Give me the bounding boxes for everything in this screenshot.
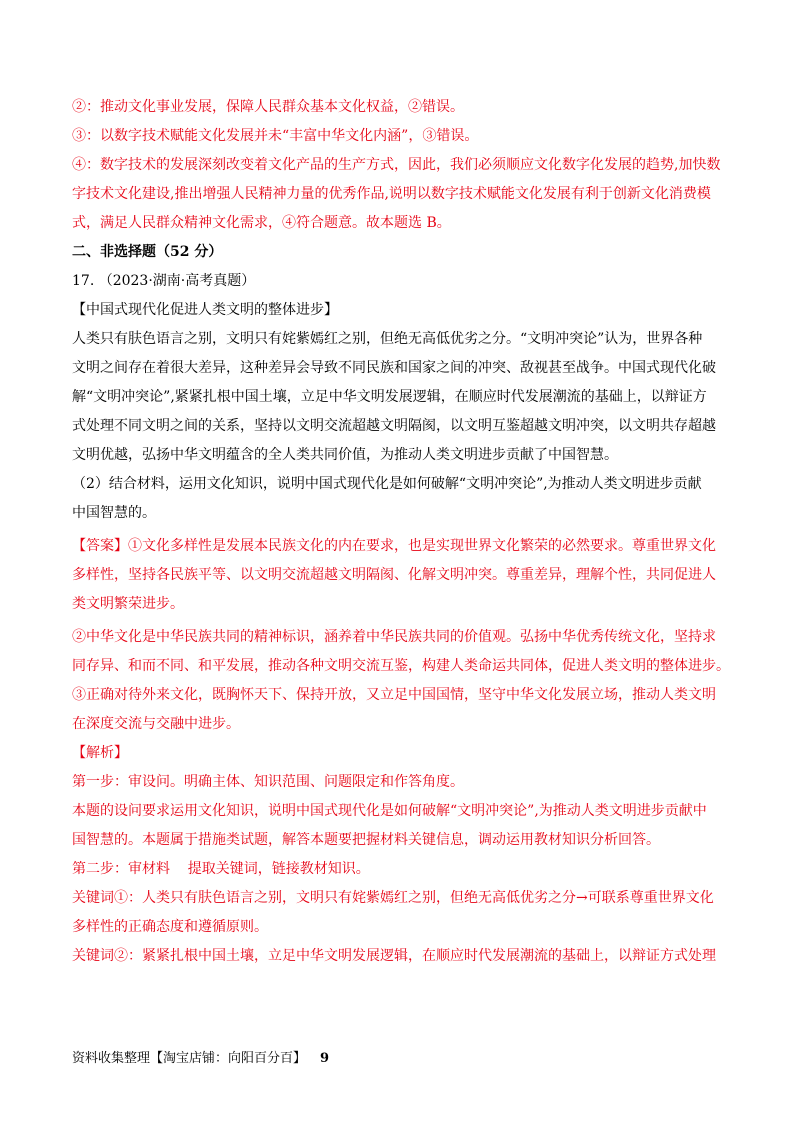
keyword-1-line-2: 多样性的正确态度和遵循原则。 xyxy=(72,919,268,935)
section-heading: 二、非选择题（52 分） xyxy=(72,244,223,260)
keyword-1-line-1: 关键词①：人类只有肤色语言之别，文明只有姹紫嫣红之别，但绝无高低优劣之分→可联系尊重世界文化 xyxy=(72,890,714,906)
analysis-step-2: 第二步：审材料 提取关键词，链接教材知识。 xyxy=(72,861,370,877)
answer-line-5: 同存异、和而不同、和平发展，推动各种文明交流互鉴，构建人类命运共同体，促进人类文明的整体进步。 xyxy=(72,658,730,674)
material-title: 【中国式现代化促进人类文明的整体进步】 xyxy=(72,302,338,318)
material-line-2: 文明之间存在着很大差异，这种差异会导致不同民族和国家之间的冲突、敌视甚至战争。中国式现代化破 xyxy=(72,360,716,376)
analysis-line-3: 国智慧的。本题属于措施类试题，解答本题要把握材料关键信息，调动运用教材知识分析回答。 xyxy=(72,832,660,848)
footer-text: 资料收集整理【淘宝店铺：向阳百分百】 xyxy=(72,1051,307,1066)
material-line-5: 文明优越，弘扬中华文明蕴含的全人类共同价值，为推动人类文明进步贡献了中国智慧。 xyxy=(72,447,618,463)
answer-line-1: 【答案】①文化多样性是发展本民族文化的内在要求，也是实现世界文化繁荣的必然要求。尊重世界文化 xyxy=(72,538,716,554)
answer-line-3: 类文明繁荣进步。 xyxy=(72,596,184,612)
page-content xyxy=(72,95,732,969)
material-line-1: 人类只有肤色语言之别，文明只有姹紫嫣红之别，但绝无高低优劣之分。“文明冲突论”认为，世界各种 xyxy=(72,331,703,347)
option-3-analysis: ③：以数字技术赋能文化发展并未“丰富中华文化内涵”，③错误。 xyxy=(72,128,479,144)
analysis-title: 【解析】 xyxy=(72,745,128,761)
option-2-analysis: ②：推动文化事业发展，保障人民群众基本文化权益，②错误。 xyxy=(72,99,464,115)
analysis-line-2: 本题的设问要求运用文化知识，说明中国式现代化是如何破解“文明冲突论”,为推动人类文明进步贡献中 xyxy=(72,803,707,819)
question-prompt-line-1: （2）结合材料，运用文化知识，说明中国式现代化是如何破解“文明冲突论”,为推动人类文明进步贡献 xyxy=(72,476,702,492)
question-number: 17. （2023·湖南·高考真题） xyxy=(72,273,256,289)
answer-line-4: ②中华文化是中华民族共同的精神标识，涵养着中华民族共同的价值观。弘扬中华优秀传统文化，坚持求 xyxy=(72,629,716,645)
page-number: 9 xyxy=(320,1051,330,1066)
answer-line-7: 在深度交流与交融中进步。 xyxy=(72,716,240,732)
page-footer xyxy=(72,1046,329,1071)
question-prompt-line-2: 中国智慧的。 xyxy=(72,505,156,521)
analysis-step-1: 第一步：审设问。明确主体、知识范围、问题限定和作答角度。 xyxy=(72,774,464,790)
material-line-3: 解“文明冲突论”,紧紧扎根中国土壤，立足中华文明发展逻辑，在顺应时代发展潮流的基础上，以辩证方 xyxy=(72,389,707,405)
option-4-analysis-line-1: ④：数字技术的发展深刻改变着文化产品的生产方式，因此，我们必须顺应文化数字化发展的趋势,加快数 xyxy=(72,157,721,173)
answer-line-6: ③正确对待外来文化，既胸怀天下、保持开放，又立足中国国情，坚守中华文化发展立场，推动人类文明 xyxy=(72,687,716,703)
option-4-analysis-line-2: 字技术文化建设,推出增强人民精神力量的优秀作品,说明以数字技术赋能文化发展有利于创新文化消费模 xyxy=(72,186,711,202)
material-line-4: 式处理不同文明之间的关系，坚持以文明交流超越文明隔阂，以文明互鉴超越文明冲突，以文明共存超越 xyxy=(72,418,716,434)
keyword-2-line-1: 关键词②：紧紧扎根中国土壤，立足中华文明发展逻辑，在顺应时代发展潮流的基础上，以辩证方式处理 xyxy=(72,948,716,964)
answer-line-2: 多样性，坚持各民族平等、以文明交流超越文明隔阂、化解文明冲突。尊重差异，理解个性，共同促进人 xyxy=(72,567,716,583)
option-4-analysis-line-3: 式，满足人民群众精神文化需求，④符合题意。故本题选 B。 xyxy=(72,215,451,231)
